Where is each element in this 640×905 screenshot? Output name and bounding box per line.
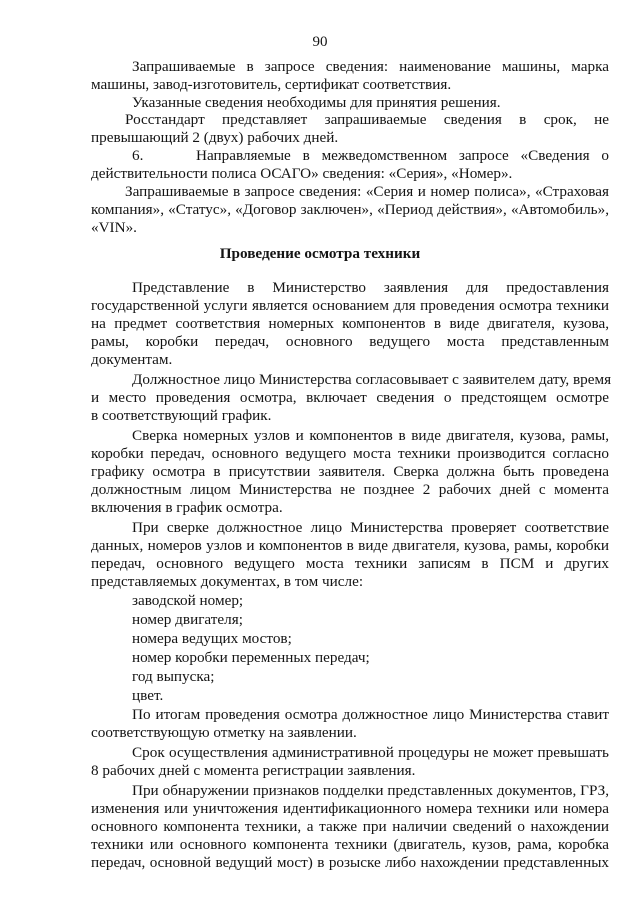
text-line: Направляемые в межведомственном запросе «Сведения о [196, 147, 609, 164]
text-line: Указанные сведения необходимы для принятия решения. [132, 94, 501, 111]
list-item: номер двигателя; [132, 611, 243, 628]
text-line: коробки передач, основного ведущего моста техники производится согласно [91, 445, 609, 462]
list-item: номер коробки переменных передач; [132, 649, 370, 666]
text-line: основного компонента техники, а также при наличии сведений о нахождении [91, 818, 609, 835]
text-line: изменения или уничтожения идентификационного номера техники или номера [91, 800, 609, 817]
text-line: передач, основного ведущего моста техники записям в ПСМ и других [91, 555, 609, 572]
text-line: Росстандарт представляет запрашиваемые сведения в срок, не [125, 111, 609, 128]
text-line: государственной услуги является основанием для проведения осмотра техники [91, 297, 609, 314]
text-line: превышающий 2 (двух) рабочих дней. [91, 129, 339, 146]
text-line: Представление в Министерство заявления для предоставления [132, 279, 609, 296]
text-line: передач, основной ведущий мост) в розыске либо нахождении представленных [91, 854, 609, 871]
text-line: документам. [91, 351, 173, 368]
text-line: на предмет соответствия номерных компонентов в виде двигателя, кузова, [91, 315, 609, 332]
text-line: Срок осуществления административной процедуры не может превышать [132, 744, 609, 761]
list-item: заводской номер; [132, 592, 244, 609]
text-line: включения в график осмотра. [91, 499, 283, 516]
numbered-item [132, 147, 609, 165]
text-line: По итогам проведения осмотра должностное лицо Министерства ставит [132, 706, 609, 723]
text-line: При сверке должностное лицо Министерства проверяет соответствие [132, 519, 609, 536]
text-line: При обнаружении признаков подделки представленных документов, ГРЗ, [132, 782, 609, 799]
text-line: 8 рабочих дней с момента регистрации заявления. [91, 762, 416, 779]
text-line: Должностное лицо Министерства согласовывает с заявителем дату, время [132, 371, 612, 388]
section-heading: Проведение осмотра техники [219, 245, 421, 262]
text-line: рамы, коробки передач, основного ведущего моста представленным [91, 333, 609, 350]
text-line: Сверка номерных узлов и компонентов в виде двигателя, кузова, рамы, [132, 427, 609, 444]
list-item: номера ведущих мостов; [132, 630, 292, 647]
text-line: в соответствующий график. [91, 407, 272, 424]
text-line: и место проведения осмотра, включает сведения о предстоящем осмотре [91, 389, 609, 406]
list-item: цвет. [132, 687, 164, 704]
item-number: 6. [132, 147, 144, 164]
text-line: действительности полиса ОСАГО» сведения: «Серия», «Номер». [91, 165, 513, 182]
text-line: машины, завод-изготовитель, сертификат соответствия. [91, 76, 452, 93]
text-line: Запрашиваемые в запросе сведения: наименование машины, марка [132, 58, 609, 75]
text-line: представляемых документах, в том числе: [91, 573, 364, 590]
text-line: данных, номеров узлов и компонентов в виде двигателя, кузова, рамы, коробки [91, 537, 609, 554]
text-line: соответствующую отметку на заявлении. [91, 724, 357, 741]
text-line: Запрашиваемые в запросе сведения: «Серия и номер полиса», «Страховая [125, 183, 609, 200]
text-line: техники или основного компонента техники (двигатель, кузов, рама, коробка [91, 836, 609, 853]
text-line: графику осмотра в присутствии заявителя. Сверка должна быть проведена [91, 463, 609, 480]
page-number: 90 [312, 34, 328, 50]
text-line: должностным лицом Министерства не позднее 2 рабочих дней с момента [91, 481, 609, 498]
text-line: «VIN». [91, 219, 137, 236]
text-line: компания», «Статус», «Договор заключен», «Период действия», «Автомобиль», [91, 201, 609, 218]
list-item: год выпуска; [132, 668, 215, 685]
